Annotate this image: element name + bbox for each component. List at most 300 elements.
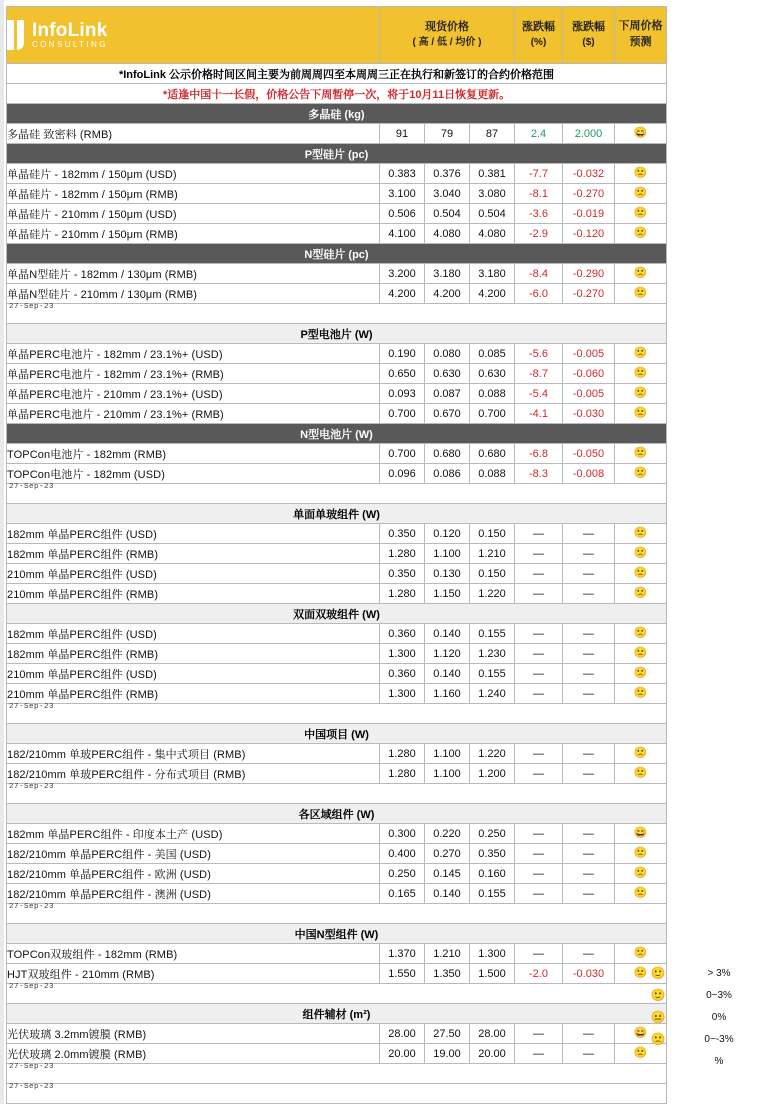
product-label: 单晶PERC电池片 - 182mm / 23.1%+ (USD) bbox=[7, 344, 380, 364]
date-stamp: 27-Sep-23 bbox=[9, 783, 55, 791]
product-label: 182/210mm 单玻PERC组件 - 集中式项目 (RMB) bbox=[7, 744, 380, 764]
change-abs-title: 涨跌幅 bbox=[572, 20, 605, 33]
section-spacer bbox=[7, 904, 667, 924]
table-row bbox=[7, 964, 667, 984]
forecast-face-icon: 🙁 bbox=[615, 664, 667, 684]
price-high: 0.350 bbox=[380, 524, 425, 544]
price-low: 0.504 bbox=[425, 204, 470, 224]
price-low: 1.150 bbox=[425, 584, 470, 604]
price-avg: 0.155 bbox=[470, 884, 515, 904]
price-high: 0.700 bbox=[380, 444, 425, 464]
section-header-row bbox=[7, 604, 667, 624]
table-row bbox=[7, 184, 667, 204]
table-row bbox=[7, 384, 667, 404]
price-high: 1.300 bbox=[380, 684, 425, 704]
price-avg: 1.240 bbox=[470, 684, 515, 704]
change-absolute: -0.030 bbox=[563, 404, 615, 424]
price-avg: 0.630 bbox=[470, 364, 515, 384]
price-low: 0.680 bbox=[425, 444, 470, 464]
price-high: 0.700 bbox=[380, 404, 425, 424]
product-label: TOPCon双玻组件 - 182mm (RMB) bbox=[7, 944, 380, 964]
section-title: 双面双玻组件 (W) bbox=[7, 604, 667, 624]
table-row bbox=[7, 264, 667, 284]
table-row bbox=[7, 364, 667, 384]
price-avg: 0.350 bbox=[470, 844, 515, 864]
section-title: N型电池片 (W) bbox=[7, 424, 667, 444]
product-label: 单晶N型硅片 - 182mm / 130μm (RMB) bbox=[7, 264, 380, 284]
price-avg: 3.180 bbox=[470, 264, 515, 284]
product-label: 182/210mm 单晶PERC组件 - 欧洲 (USD) bbox=[7, 864, 380, 884]
forecast-face-icon: 🙁 bbox=[615, 284, 667, 304]
change-pct-subtitle: (%) bbox=[530, 36, 547, 48]
price-avg: 0.155 bbox=[470, 624, 515, 644]
legend-face-icon: 🙂 bbox=[650, 988, 666, 1002]
price-low: 0.080 bbox=[425, 344, 470, 364]
product-label: 182mm 单晶PERC组件 (USD) bbox=[7, 624, 380, 644]
price-low: 0.120 bbox=[425, 524, 470, 544]
price-high: 1.280 bbox=[380, 744, 425, 764]
brand-tagline: CONSULTING bbox=[32, 39, 108, 49]
change-absolute: -0.030 bbox=[563, 964, 615, 984]
forecast-face-icon: 🙁 bbox=[615, 224, 667, 244]
section-title: 中国N型组件 (W) bbox=[7, 924, 667, 944]
change-absolute: — bbox=[563, 544, 615, 564]
table-row bbox=[7, 944, 667, 964]
change-percent: — bbox=[515, 564, 563, 584]
change-absolute: -0.050 bbox=[563, 444, 615, 464]
change-percent: — bbox=[515, 744, 563, 764]
section-title: 多晶硅 (kg) bbox=[7, 104, 667, 124]
section-header-row bbox=[7, 804, 667, 824]
change-percent: -4.1 bbox=[515, 404, 563, 424]
date-stamp: 27-Sep-23 bbox=[9, 903, 55, 911]
price-low: 1.120 bbox=[425, 644, 470, 664]
product-label: HJT双玻组件 - 210mm (RMB) bbox=[7, 964, 380, 984]
price-avg: 0.160 bbox=[470, 864, 515, 884]
change-percent: — bbox=[515, 624, 563, 644]
price-avg: 4.080 bbox=[470, 224, 515, 244]
change-percent: — bbox=[515, 944, 563, 964]
price-high: 0.360 bbox=[380, 624, 425, 644]
price-high: 1.300 bbox=[380, 644, 425, 664]
forecast-face-icon: 🙁 bbox=[615, 884, 667, 904]
table-row bbox=[7, 744, 667, 764]
forecast-face-icon: 🙁 bbox=[615, 264, 667, 284]
forecast-face-icon: 🙁 bbox=[615, 404, 667, 424]
price-high: 1.550 bbox=[380, 964, 425, 984]
change-percent: — bbox=[515, 864, 563, 884]
price-rows-body bbox=[7, 104, 667, 1104]
legend-face-icon: 🙁 bbox=[650, 1032, 666, 1046]
change-percent: — bbox=[515, 664, 563, 684]
change-percent: — bbox=[515, 1044, 563, 1064]
change-percent: -7.7 bbox=[515, 164, 563, 184]
forecast-face-icon: 🙁 bbox=[615, 364, 667, 384]
price-low: 0.376 bbox=[425, 164, 470, 184]
section-title: 中国项目 (W) bbox=[7, 724, 667, 744]
table-row bbox=[7, 764, 667, 784]
change-absolute: — bbox=[563, 624, 615, 644]
product-label: 182mm 单晶PERC组件 (USD) bbox=[7, 524, 380, 544]
price-avg: 0.088 bbox=[470, 464, 515, 484]
change-percent: -5.6 bbox=[515, 344, 563, 364]
table-row bbox=[7, 444, 667, 464]
forecast-face-icon: 🙁 bbox=[615, 864, 667, 884]
product-label: TOPCon电池片 - 182mm (RMB) bbox=[7, 444, 380, 464]
price-low: 0.140 bbox=[425, 624, 470, 644]
table-row bbox=[7, 344, 667, 364]
change-absolute: -0.290 bbox=[563, 264, 615, 284]
section-spacer bbox=[7, 784, 667, 804]
change-percent: — bbox=[515, 584, 563, 604]
page-left-edge bbox=[0, 0, 4, 1104]
forecast-face-icon: 🙁 bbox=[615, 204, 667, 224]
brand-logo-cell bbox=[7, 7, 380, 64]
price-avg: 4.200 bbox=[470, 284, 515, 304]
forecast-face-icon: 🙁 bbox=[615, 1044, 667, 1064]
table-row bbox=[7, 844, 667, 864]
forecast-face-icon: 🙁 bbox=[615, 744, 667, 764]
price-low: 0.087 bbox=[425, 384, 470, 404]
product-label: 182/210mm 单玻PERC组件 - 分布式项目 (RMB) bbox=[7, 764, 380, 784]
change-percent: -8.7 bbox=[515, 364, 563, 384]
product-label: 182mm 单晶PERC组件 - 印度本土产 (USD) bbox=[7, 824, 380, 844]
section-title: 组件辅材 (m²) bbox=[7, 1004, 667, 1024]
note-row-2 bbox=[7, 84, 667, 104]
price-avg: 0.085 bbox=[470, 344, 515, 364]
forecast-face-icon: 🙁 bbox=[615, 624, 667, 644]
col-header-forecast bbox=[615, 7, 667, 64]
product-label: 182/210mm 单晶PERC组件 - 澳洲 (USD) bbox=[7, 884, 380, 904]
price-low: 3.040 bbox=[425, 184, 470, 204]
product-label: 多晶硅 致密料 (RMB) bbox=[7, 124, 380, 144]
date-stamp: 27-Sep-23 bbox=[9, 1083, 55, 1091]
note-primary: *InfoLink 公示价格时间区间主要为前周周四至本周周三正在执行和新签订的合约价格范围 bbox=[7, 64, 667, 84]
product-label: 单晶PERC电池片 - 210mm / 23.1%+ (USD) bbox=[7, 384, 380, 404]
table-row bbox=[7, 464, 667, 484]
price-low: 0.145 bbox=[425, 864, 470, 884]
section-header-row bbox=[7, 244, 667, 264]
forecast-face-icon: 🙁 bbox=[615, 344, 667, 364]
price-high: 0.360 bbox=[380, 664, 425, 684]
change-absolute: -0.060 bbox=[563, 364, 615, 384]
change-absolute: — bbox=[563, 944, 615, 964]
change-absolute: — bbox=[563, 864, 615, 884]
price-low: 3.180 bbox=[425, 264, 470, 284]
change-absolute: 2.000 bbox=[563, 124, 615, 144]
price-table bbox=[6, 6, 667, 1104]
section-header-row bbox=[7, 924, 667, 944]
date-stamp: 27-Sep-23 bbox=[9, 983, 55, 991]
change-percent: 2.4 bbox=[515, 124, 563, 144]
note-secondary: *适逢中国十一长假，价格公告下周暂停一次，将于10月11日恢复更新。 bbox=[7, 84, 667, 104]
price-high: 0.190 bbox=[380, 344, 425, 364]
change-absolute: — bbox=[563, 824, 615, 844]
change-absolute: — bbox=[563, 1024, 615, 1044]
product-label: 单晶N型硅片 - 210mm / 130μm (RMB) bbox=[7, 284, 380, 304]
section-title: N型硅片 (pc) bbox=[7, 244, 667, 264]
product-label: 210mm 单晶PERC组件 (RMB) bbox=[7, 584, 380, 604]
price-avg: 0.150 bbox=[470, 524, 515, 544]
table-row bbox=[7, 404, 667, 424]
table-row bbox=[7, 164, 667, 184]
change-absolute: -0.032 bbox=[563, 164, 615, 184]
price-low: 4.200 bbox=[425, 284, 470, 304]
price-high: 0.300 bbox=[380, 824, 425, 844]
price-avg: 0.155 bbox=[470, 664, 515, 684]
section-header-row bbox=[7, 504, 667, 524]
price-low: 4.080 bbox=[425, 224, 470, 244]
price-low: 0.670 bbox=[425, 404, 470, 424]
legend-label: 0~-3% bbox=[704, 1033, 734, 1045]
price-avg: 0.700 bbox=[470, 404, 515, 424]
price-avg: 87 bbox=[470, 124, 515, 144]
price-high: 20.00 bbox=[380, 1044, 425, 1064]
table-row bbox=[7, 524, 667, 544]
table-row bbox=[7, 124, 667, 144]
forecast-face-icon: 😄 bbox=[615, 824, 667, 844]
change-absolute: — bbox=[563, 884, 615, 904]
price-low: 0.140 bbox=[425, 664, 470, 684]
price-low: 1.100 bbox=[425, 764, 470, 784]
section-title: P型电池片 (W) bbox=[7, 324, 667, 344]
legend-item bbox=[650, 1028, 762, 1050]
change-absolute: -0.005 bbox=[563, 344, 615, 364]
price-avg: 20.00 bbox=[470, 1044, 515, 1064]
change-absolute: — bbox=[563, 684, 615, 704]
legend-label: 0~3% bbox=[706, 989, 732, 1001]
price-avg: 28.00 bbox=[470, 1024, 515, 1044]
section-spacer bbox=[7, 304, 667, 324]
change-absolute: -0.005 bbox=[563, 384, 615, 404]
product-label: 单晶硅片 - 210mm / 150μm (USD) bbox=[7, 204, 380, 224]
forecast-face-icon: 🙁 bbox=[615, 184, 667, 204]
price-high: 4.100 bbox=[380, 224, 425, 244]
change-absolute: — bbox=[563, 744, 615, 764]
legend-label: % bbox=[714, 1055, 724, 1067]
legend-face-icon: 😐 bbox=[650, 1010, 666, 1024]
change-absolute: — bbox=[563, 524, 615, 544]
forecast-face-icon: 🙁 bbox=[615, 164, 667, 184]
legend-label: > 3% bbox=[707, 967, 731, 979]
spot-price-subtitle: ( 高 / 低 / 均价 ) bbox=[412, 36, 482, 48]
change-percent: — bbox=[515, 844, 563, 864]
section-spacer bbox=[7, 704, 667, 724]
table-row bbox=[7, 884, 667, 904]
section-header-row bbox=[7, 144, 667, 164]
col-header-spot-price bbox=[380, 7, 515, 64]
change-percent: — bbox=[515, 524, 563, 544]
price-high: 0.506 bbox=[380, 204, 425, 224]
change-abs-subtitle: ($) bbox=[582, 36, 595, 48]
price-low: 0.220 bbox=[425, 824, 470, 844]
date-stamp: 27-Sep-23 bbox=[9, 703, 55, 711]
forecast-face-icon: 🙁 bbox=[615, 684, 667, 704]
price-avg: 1.500 bbox=[470, 964, 515, 984]
price-high: 4.200 bbox=[380, 284, 425, 304]
product-label: 182mm 单晶PERC组件 (RMB) bbox=[7, 544, 380, 564]
price-high: 0.400 bbox=[380, 844, 425, 864]
price-avg: 1.210 bbox=[470, 544, 515, 564]
price-low: 0.630 bbox=[425, 364, 470, 384]
change-absolute: -0.270 bbox=[563, 284, 615, 304]
table-row bbox=[7, 1024, 667, 1044]
price-high: 0.383 bbox=[380, 164, 425, 184]
forecast-face-icon: 🙁 bbox=[615, 464, 667, 484]
legend-label: 0% bbox=[711, 1011, 727, 1023]
product-label: 单晶PERC电池片 - 182mm / 23.1%+ (RMB) bbox=[7, 364, 380, 384]
change-absolute: — bbox=[563, 1044, 615, 1064]
section-spacer bbox=[7, 1064, 667, 1084]
section-spacer bbox=[7, 984, 667, 1004]
table-row bbox=[7, 824, 667, 844]
section-header-row bbox=[7, 1004, 667, 1024]
price-low: 19.00 bbox=[425, 1044, 470, 1064]
forecast-face-icon: 🙁 bbox=[615, 524, 667, 544]
section-header-row bbox=[7, 104, 667, 124]
price-low: 79 bbox=[425, 124, 470, 144]
price-high: 1.280 bbox=[380, 584, 425, 604]
forecast-face-icon: 🙁 bbox=[615, 584, 667, 604]
price-avg: 0.680 bbox=[470, 444, 515, 464]
legend-item bbox=[650, 1050, 762, 1072]
change-percent: -2.0 bbox=[515, 964, 563, 984]
change-percent: — bbox=[515, 824, 563, 844]
table-row bbox=[7, 584, 667, 604]
section-title: 各区域组件 (W) bbox=[7, 804, 667, 824]
change-percent: -6.8 bbox=[515, 444, 563, 464]
product-label: 182mm 单晶PERC组件 (RMB) bbox=[7, 644, 380, 664]
price-high: 3.100 bbox=[380, 184, 425, 204]
price-low: 0.130 bbox=[425, 564, 470, 584]
change-percent: -8.3 bbox=[515, 464, 563, 484]
brand-name: InfoLink bbox=[32, 19, 108, 41]
price-low: 1.210 bbox=[425, 944, 470, 964]
date-stamp: 27-Sep-23 bbox=[9, 1063, 55, 1071]
forecast-face-icon: 😄 bbox=[615, 124, 667, 144]
section-spacer bbox=[7, 484, 667, 504]
price-high: 0.096 bbox=[380, 464, 425, 484]
table-row bbox=[7, 564, 667, 584]
change-percent: — bbox=[515, 644, 563, 664]
change-percent: -2.9 bbox=[515, 224, 563, 244]
legend-item bbox=[650, 1006, 762, 1028]
product-label: 210mm 单晶PERC组件 (USD) bbox=[7, 664, 380, 684]
table-row bbox=[7, 864, 667, 884]
price-high: 0.250 bbox=[380, 864, 425, 884]
forecast-face-icon: 🙁 bbox=[615, 964, 667, 984]
change-percent: — bbox=[515, 544, 563, 564]
change-absolute: — bbox=[563, 644, 615, 664]
change-absolute: — bbox=[563, 584, 615, 604]
price-high: 0.350 bbox=[380, 564, 425, 584]
product-label: 光伏玻璃 2.0mm镀膜 (RMB) bbox=[7, 1044, 380, 1064]
price-high: 91 bbox=[380, 124, 425, 144]
change-percent: — bbox=[515, 1024, 563, 1044]
change-absolute: -0.019 bbox=[563, 204, 615, 224]
price-high: 1.280 bbox=[380, 544, 425, 564]
product-label: 单晶硅片 - 182mm / 150μm (RMB) bbox=[7, 184, 380, 204]
section-header-row bbox=[7, 724, 667, 744]
infolink-logo-icon bbox=[7, 20, 24, 50]
price-low: 0.140 bbox=[425, 884, 470, 904]
col-header-change-abs bbox=[563, 7, 615, 64]
legend-item bbox=[650, 962, 762, 984]
change-absolute: — bbox=[563, 564, 615, 584]
forecast-face-icon: 🙁 bbox=[615, 944, 667, 964]
change-absolute: -0.008 bbox=[563, 464, 615, 484]
section-title: P型硅片 (pc) bbox=[7, 144, 667, 164]
change-percent: — bbox=[515, 764, 563, 784]
legend bbox=[650, 962, 762, 1072]
price-high: 3.200 bbox=[380, 264, 425, 284]
legend-face-icon: 🙂 bbox=[650, 966, 666, 980]
col-header-change-pct bbox=[515, 7, 563, 64]
price-avg: 0.250 bbox=[470, 824, 515, 844]
table-header-row bbox=[7, 7, 667, 64]
price-low: 27.50 bbox=[425, 1024, 470, 1044]
table-row bbox=[7, 664, 667, 684]
price-high: 0.650 bbox=[380, 364, 425, 384]
table-row bbox=[7, 204, 667, 224]
price-high: 1.370 bbox=[380, 944, 425, 964]
price-avg: 1.230 bbox=[470, 644, 515, 664]
note-row-1 bbox=[7, 64, 667, 84]
product-label: 单晶硅片 - 182mm / 150μm (USD) bbox=[7, 164, 380, 184]
change-percent: — bbox=[515, 884, 563, 904]
change-percent: -5.4 bbox=[515, 384, 563, 404]
change-absolute: -0.270 bbox=[563, 184, 615, 204]
product-label: 210mm 单晶PERC组件 (RMB) bbox=[7, 684, 380, 704]
change-absolute: -0.120 bbox=[563, 224, 615, 244]
forecast-face-icon: 🙁 bbox=[615, 564, 667, 584]
price-low: 1.160 bbox=[425, 684, 470, 704]
forecast-face-icon: 🙁 bbox=[615, 764, 667, 784]
section-header-row bbox=[7, 424, 667, 444]
product-label: 单晶PERC电池片 - 210mm / 23.1%+ (RMB) bbox=[7, 404, 380, 424]
table-row bbox=[7, 1044, 667, 1064]
section-title: 单面单玻组件 (W) bbox=[7, 504, 667, 524]
forecast-title: 下周价格 bbox=[618, 20, 663, 33]
change-percent: -6.0 bbox=[515, 284, 563, 304]
price-avg: 1.220 bbox=[470, 744, 515, 764]
price-high: 1.280 bbox=[380, 764, 425, 784]
spot-price-title: 现货价格 bbox=[425, 20, 469, 33]
product-label: 光伏玻璃 3.2mm镀膜 (RMB) bbox=[7, 1024, 380, 1044]
change-absolute: — bbox=[563, 664, 615, 684]
change-percent: -8.4 bbox=[515, 264, 563, 284]
product-label: TOPCon电池片 - 182mm (USD) bbox=[7, 464, 380, 484]
product-label: 182/210mm 单晶PERC组件 - 美国 (USD) bbox=[7, 844, 380, 864]
price-high: 0.093 bbox=[380, 384, 425, 404]
date-stamp: 27-Sep-23 bbox=[9, 483, 55, 491]
forecast-face-icon: 🙁 bbox=[615, 544, 667, 564]
date-stamp: 27-Sep-23 bbox=[9, 303, 55, 311]
change-percent: -3.6 bbox=[515, 204, 563, 224]
table-row bbox=[7, 684, 667, 704]
price-high: 0.165 bbox=[380, 884, 425, 904]
forecast-face-icon: 😄 bbox=[615, 1024, 667, 1044]
forecast-face-icon: 🙁 bbox=[615, 384, 667, 404]
table-row bbox=[7, 624, 667, 644]
price-low: 1.100 bbox=[425, 744, 470, 764]
table-row bbox=[7, 644, 667, 664]
forecast-face-icon: 🙁 bbox=[615, 444, 667, 464]
price-low: 0.270 bbox=[425, 844, 470, 864]
price-avg: 1.300 bbox=[470, 944, 515, 964]
legend-item bbox=[650, 984, 762, 1006]
price-avg: 3.080 bbox=[470, 184, 515, 204]
